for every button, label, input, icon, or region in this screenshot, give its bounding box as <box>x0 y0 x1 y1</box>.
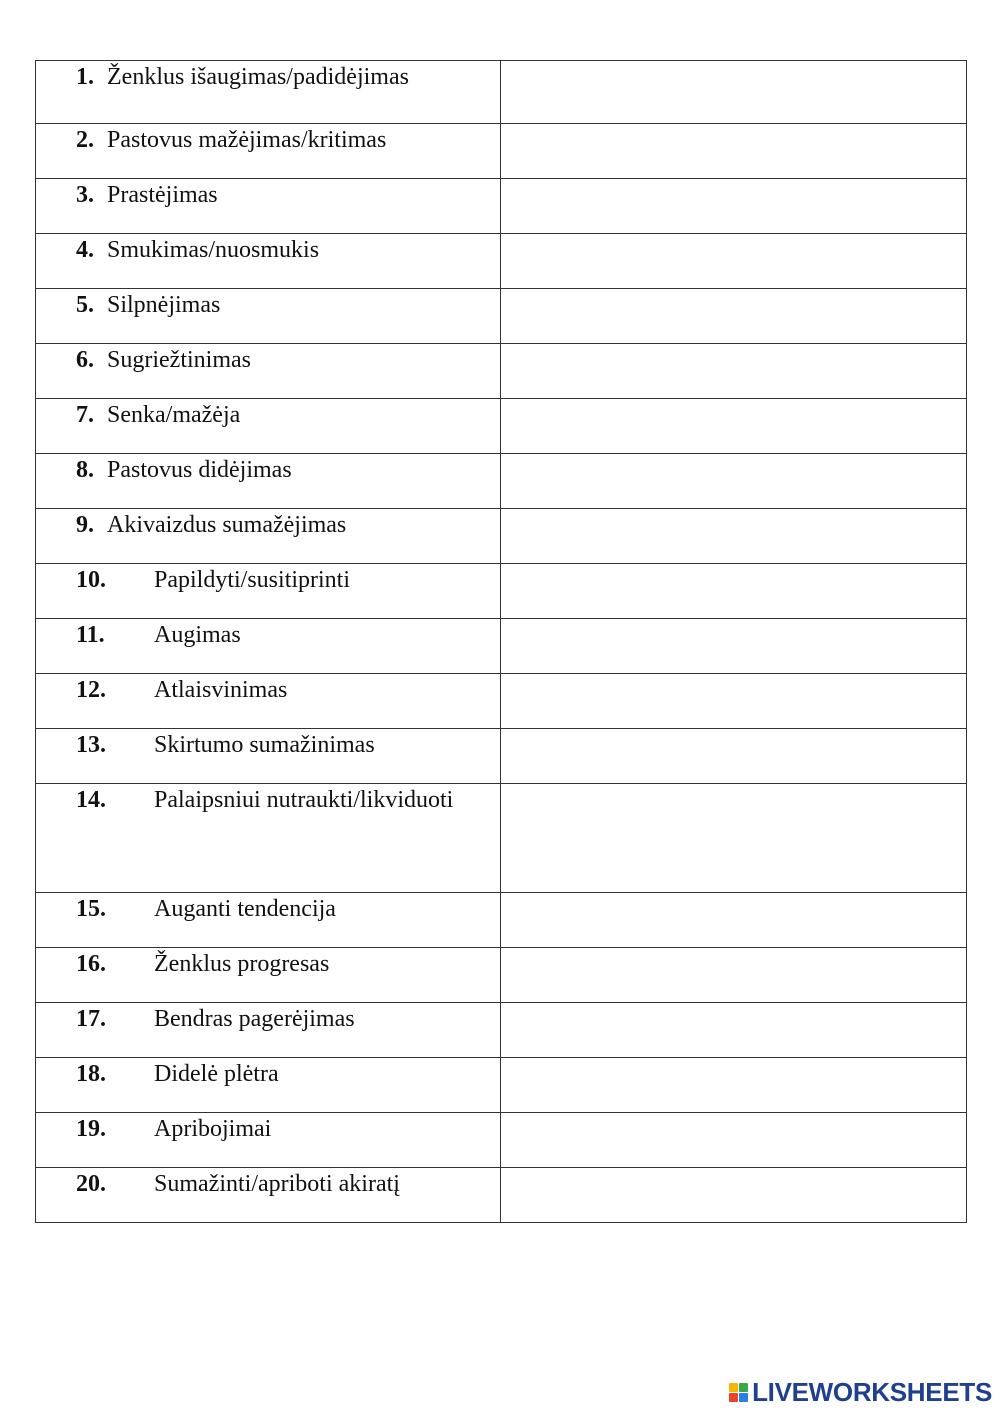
term-label: Prastėjimas <box>107 182 218 208</box>
answer-field[interactable] <box>501 1003 966 1057</box>
answer-field[interactable] <box>501 729 966 783</box>
term-label: Papildyti/susitiprinti <box>154 567 351 593</box>
answer-field[interactable] <box>501 784 966 892</box>
answer-cell[interactable] <box>501 179 967 234</box>
term <box>36 1058 500 1088</box>
term <box>36 564 500 594</box>
table-row <box>36 124 967 179</box>
term-cell <box>36 61 501 124</box>
answer-cell[interactable] <box>501 1058 967 1113</box>
term <box>36 1113 500 1143</box>
answer-field[interactable] <box>501 948 966 1002</box>
answer-field[interactable] <box>501 564 966 618</box>
term-number: 13. <box>76 732 106 758</box>
table-row <box>36 344 967 399</box>
answer-field[interactable] <box>501 893 966 947</box>
term-label: Smukimas/nuosmukis <box>107 237 320 263</box>
answer-field[interactable] <box>501 674 966 728</box>
term-label: Ženklus išaugimas/padidėjimas <box>107 64 409 90</box>
term <box>36 948 500 978</box>
answer-cell[interactable] <box>501 1113 967 1168</box>
term-cell <box>36 1113 501 1168</box>
term-number: 11. <box>76 622 105 648</box>
answer-field[interactable] <box>501 61 966 123</box>
term-cell <box>36 1003 501 1058</box>
term-cell <box>36 619 501 674</box>
answer-cell[interactable] <box>501 399 967 454</box>
term-label: Akivaizdus sumažėjimas <box>107 512 347 538</box>
term-number: 2. <box>76 127 94 153</box>
table-row <box>36 948 967 1003</box>
table-row <box>36 1113 967 1168</box>
term <box>36 674 500 704</box>
answer-field[interactable] <box>501 399 966 453</box>
answer-field[interactable] <box>501 289 966 343</box>
vocabulary-table-body <box>36 61 967 1223</box>
answer-cell[interactable] <box>501 289 967 344</box>
term-number: 6. <box>76 347 94 373</box>
table-row <box>36 399 967 454</box>
table-row <box>36 893 967 948</box>
table-row <box>36 289 967 344</box>
term-number: 4. <box>76 237 94 263</box>
logo-mark-square-3 <box>729 1393 738 1402</box>
term-cell <box>36 509 501 564</box>
logo-mark-square-2 <box>739 1383 748 1392</box>
answer-cell[interactable] <box>501 1168 967 1223</box>
term-cell <box>36 344 501 399</box>
term-number: 9. <box>76 512 94 538</box>
term <box>36 399 500 429</box>
term-cell <box>36 454 501 509</box>
term-label: Atlaisvinimas <box>154 677 288 703</box>
term-number: 5. <box>76 292 94 318</box>
term-label: Didelė plėtra <box>154 1061 279 1087</box>
answer-field[interactable] <box>501 619 966 673</box>
term <box>36 61 500 91</box>
term-number: 20. <box>76 1171 106 1197</box>
term-number: 15. <box>76 896 106 922</box>
term-number: 17. <box>76 1006 106 1032</box>
answer-cell[interactable] <box>501 61 967 124</box>
term-label: Pastovus mažėjimas/kritimas <box>107 127 387 153</box>
term-number: 1. <box>76 64 94 90</box>
answer-field[interactable] <box>501 179 966 233</box>
term-number: 14. <box>76 787 106 813</box>
table-row <box>36 1168 967 1223</box>
answer-cell[interactable] <box>501 893 967 948</box>
term-number: 10. <box>76 567 106 593</box>
term <box>36 1168 500 1198</box>
answer-cell[interactable] <box>501 948 967 1003</box>
answer-cell[interactable] <box>501 729 967 784</box>
term <box>36 179 500 209</box>
answer-cell[interactable] <box>501 1003 967 1058</box>
logo-text: LIVEWORKSHEETS <box>752 1377 992 1407</box>
answer-cell[interactable] <box>501 454 967 509</box>
term-cell <box>36 729 501 784</box>
liveworksheets-logo <box>729 1379 992 1405</box>
answer-cell[interactable] <box>501 509 967 564</box>
term-label: Skirtumo sumažinimas <box>154 732 375 758</box>
table-row <box>36 454 967 509</box>
table-row <box>36 61 967 124</box>
term-cell <box>36 399 501 454</box>
answer-field[interactable] <box>501 1168 966 1222</box>
term-label: Sugriežtinimas <box>107 347 251 373</box>
answer-field[interactable] <box>501 454 966 508</box>
term-number: 16. <box>76 951 106 977</box>
term-label: Sumažinti/apriboti akiratį <box>154 1171 400 1197</box>
term-label: Ženklus progresas <box>154 951 330 977</box>
term-number: 18. <box>76 1061 106 1087</box>
term-cell <box>36 564 501 619</box>
term-label: Auganti tendencija <box>154 896 336 922</box>
table-row <box>36 564 967 619</box>
term-label: Apribojimai <box>154 1116 272 1142</box>
term-label: Pastovus didėjimas <box>107 457 292 483</box>
term <box>36 289 500 319</box>
term <box>36 784 500 814</box>
term-cell <box>36 124 501 179</box>
worksheet <box>35 60 965 1223</box>
term-cell <box>36 179 501 234</box>
table-row <box>36 179 967 234</box>
answer-cell[interactable] <box>501 674 967 729</box>
term <box>36 1003 500 1033</box>
term <box>36 344 500 374</box>
term-cell <box>36 784 501 893</box>
answer-field[interactable] <box>501 1058 966 1112</box>
table-row <box>36 729 967 784</box>
table-row <box>36 234 967 289</box>
table-row <box>36 1058 967 1113</box>
term-cell <box>36 948 501 1003</box>
answer-field[interactable] <box>501 509 966 563</box>
answer-field[interactable] <box>501 234 966 288</box>
term-cell <box>36 289 501 344</box>
term-cell <box>36 893 501 948</box>
answer-cell[interactable] <box>501 344 967 399</box>
term-cell <box>36 1058 501 1113</box>
term-label: Silpnėjimas <box>107 292 221 318</box>
answer-cell[interactable] <box>501 564 967 619</box>
answer-cell[interactable] <box>501 784 967 893</box>
answer-field[interactable] <box>501 344 966 398</box>
answer-field[interactable] <box>501 124 966 178</box>
logo-mark-square-4 <box>739 1393 748 1402</box>
term-label: Senka/mažėja <box>107 402 241 428</box>
term-number: 19. <box>76 1116 106 1142</box>
term-label: Augimas <box>154 622 241 648</box>
term-number: 3. <box>76 182 94 208</box>
answer-cell[interactable] <box>501 234 967 289</box>
term <box>36 619 500 649</box>
answer-cell[interactable] <box>501 619 967 674</box>
table-row <box>36 784 967 893</box>
term <box>36 729 500 759</box>
term-label: Palaipsniui nutraukti/likviduoti <box>154 787 454 813</box>
term <box>36 893 500 923</box>
table-row <box>36 619 967 674</box>
term-number: 8. <box>76 457 94 483</box>
answer-field[interactable] <box>501 1113 966 1167</box>
term-cell <box>36 234 501 289</box>
term-number: 12. <box>76 677 106 703</box>
term <box>36 509 500 539</box>
term <box>36 234 500 264</box>
logo-mark-icon <box>729 1383 748 1402</box>
answer-cell[interactable] <box>501 124 967 179</box>
table-row <box>36 1003 967 1058</box>
term-number: 7. <box>76 402 94 428</box>
logo-mark-square-1 <box>729 1383 738 1392</box>
term <box>36 454 500 484</box>
table-row <box>36 674 967 729</box>
vocabulary-table <box>35 60 967 1223</box>
term-cell <box>36 1168 501 1223</box>
term-cell <box>36 674 501 729</box>
table-row <box>36 509 967 564</box>
term-label: Bendras pagerėjimas <box>154 1006 355 1032</box>
term <box>36 124 500 154</box>
